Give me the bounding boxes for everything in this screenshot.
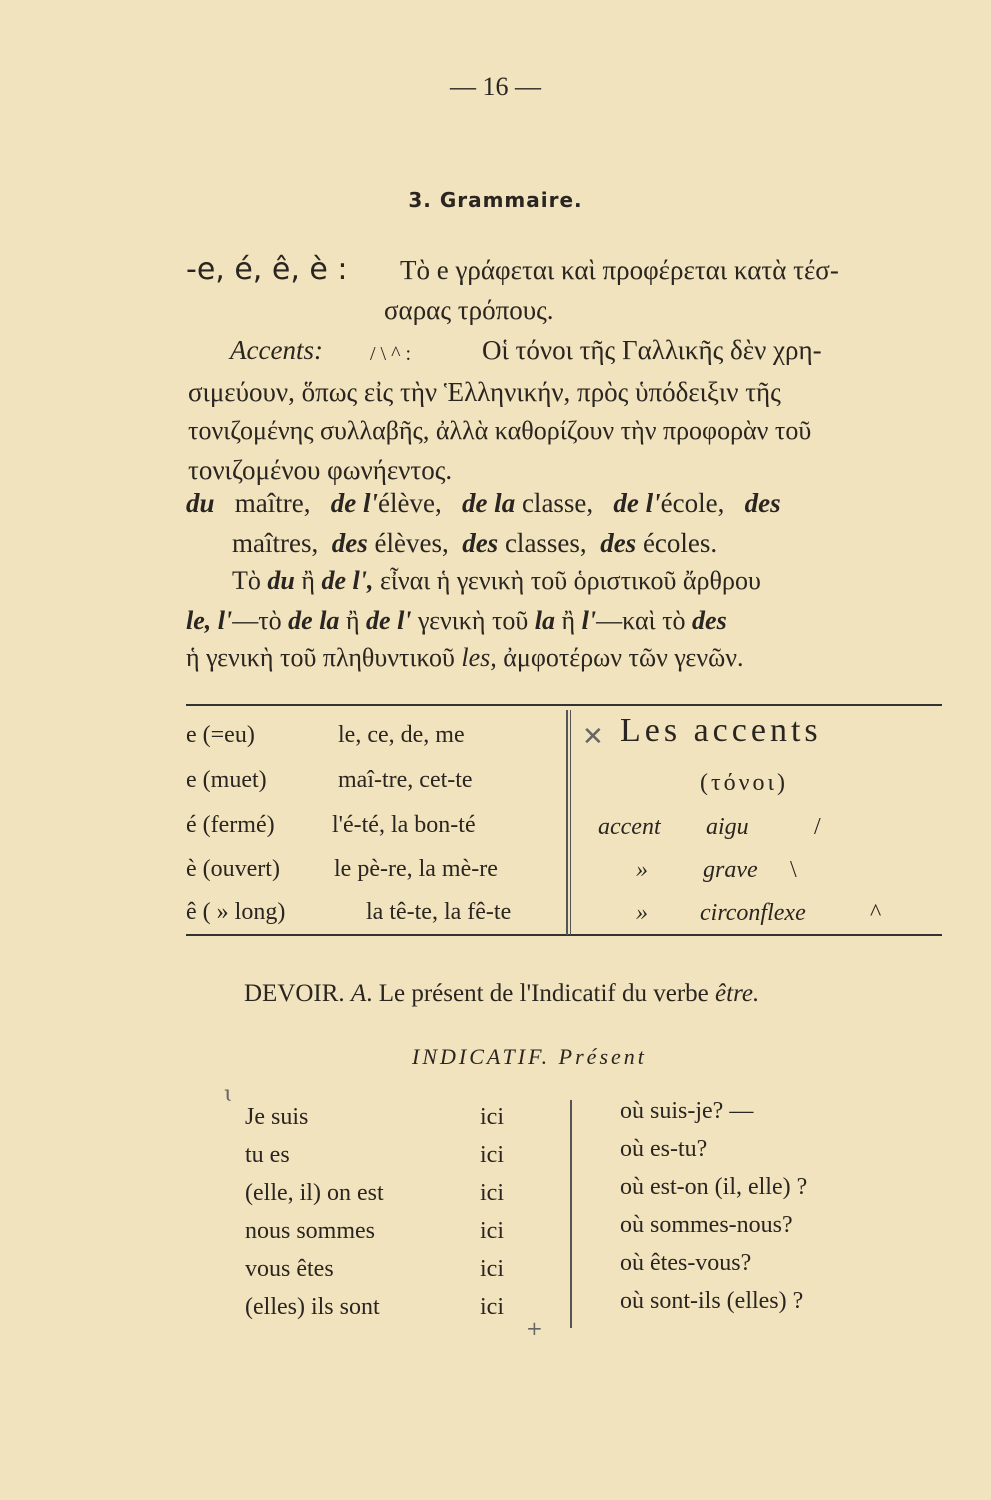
accents-line-2: σιμεύουν, ὅπως εἰς τὴν Ἑλληνικήν, πρὸς ὑπόδειξιν τῆς bbox=[188, 377, 781, 407]
accent-grave-symbol: \ bbox=[790, 857, 797, 883]
word-maitre: maître, bbox=[234, 488, 311, 518]
accent-circ-prefix: » bbox=[636, 900, 648, 926]
conj-subject-6: (elles) ils sont bbox=[245, 1294, 380, 1320]
accents-title: Les accents bbox=[620, 712, 822, 749]
vowel-examples-4: le pè-re, la mè-re bbox=[334, 856, 498, 882]
genitive-line-3 bbox=[186, 643, 743, 673]
conj-question-3: où est-on (il, elle) ? bbox=[620, 1174, 808, 1200]
accent-grave-prefix: » bbox=[636, 857, 648, 883]
genitive-text-b5: —καὶ τὸ bbox=[596, 606, 686, 635]
intro-label: -e, é, ê, è : bbox=[186, 252, 348, 287]
intro-line-2: σαρας τρόπους. bbox=[384, 295, 554, 325]
devoir-label: DEVOIR. bbox=[244, 980, 345, 1007]
vowel-examples-3: l'é-té, la bon-té bbox=[332, 812, 476, 838]
article-des-2: des bbox=[331, 528, 368, 558]
genitive-text-a1: Τὸ bbox=[232, 566, 261, 595]
article-du: du bbox=[186, 488, 215, 518]
article-de-l: de l' bbox=[330, 488, 378, 518]
genitive-l: l' bbox=[581, 606, 597, 635]
table-bottom-rule bbox=[186, 934, 942, 936]
accents-subtitle: (τόνοι) bbox=[700, 770, 788, 796]
table-top-rule bbox=[186, 704, 942, 706]
conj-subject-1: Je suis bbox=[245, 1104, 309, 1130]
conjugation-divider bbox=[570, 1100, 572, 1328]
word-eleves: élèves, bbox=[374, 528, 449, 558]
table-divider bbox=[566, 710, 568, 935]
genitive-les: les, bbox=[461, 643, 497, 672]
accents-line-4: τονιζομένου φωνήεντος. bbox=[188, 455, 453, 485]
devoir-verb: être. bbox=[715, 980, 760, 1007]
genitive-line-1 bbox=[232, 566, 761, 596]
accents-symbols: / \ ^ : bbox=[370, 343, 412, 365]
genitive-text-a3: εἶναι ἡ γενικὴ τοῦ ὁριστικοῦ ἄρθρου bbox=[379, 566, 761, 595]
accents-line-1: Οἱ τόνοι τῆς Γαλλικῆς δὲν χρη- bbox=[482, 335, 822, 365]
check-mark-icon: ✕ bbox=[582, 722, 604, 752]
accents-label: Accents: bbox=[230, 335, 323, 365]
section-title: 3. Grammaire. bbox=[408, 188, 583, 212]
table-divider-2 bbox=[570, 710, 571, 935]
genitive-text-b2: ἢ bbox=[345, 606, 360, 635]
conj-adverb-3: ici bbox=[480, 1180, 504, 1206]
conj-subject-5: vous êtes bbox=[245, 1256, 334, 1282]
conj-adverb-4: ici bbox=[480, 1218, 504, 1244]
genitive-text-b4: ἢ bbox=[561, 606, 576, 635]
conj-subject-3: (elle, il) on est bbox=[245, 1180, 384, 1206]
vowel-sound-4: è (ouvert) bbox=[186, 856, 280, 882]
article-des-1: des bbox=[744, 488, 781, 518]
conj-subject-4: nous sommes bbox=[245, 1218, 376, 1244]
genitive-text-c1: ἡ γενικὴ τοῦ πληθυντικοῦ bbox=[186, 643, 455, 672]
accent-grave-name: grave bbox=[703, 857, 758, 883]
genitive-de-l-2: de l' bbox=[366, 606, 412, 635]
vowel-examples-2: maî-tre, cet-te bbox=[338, 767, 473, 793]
devoir-line bbox=[244, 980, 759, 1008]
genitive-text-c2: ἀμφοτέρων τῶν γενῶν. bbox=[503, 643, 744, 672]
conj-adverb-5: ici bbox=[480, 1256, 504, 1282]
articles-line-2 bbox=[232, 528, 717, 559]
article-de-la: de la bbox=[461, 488, 516, 518]
genitive-de-l: de l', bbox=[321, 566, 374, 595]
genitive-des: des bbox=[692, 606, 727, 635]
word-maitres: maîtres, bbox=[232, 528, 319, 558]
articles-line-1 bbox=[186, 488, 781, 519]
accents-line-3: τονιζομένης συλλαβῆς, ἀλλὰ καθορίζουν τὴν προφορὰν τοῦ bbox=[188, 416, 812, 445]
word-ecoles: écoles. bbox=[642, 528, 718, 558]
conj-question-5: où êtes-vous? bbox=[620, 1250, 752, 1276]
word-classes: classes, bbox=[504, 528, 587, 558]
devoir-text: . Le présent de l'Indicatif du verbe bbox=[366, 980, 709, 1007]
conj-question-4: où sommes-nous? bbox=[620, 1212, 793, 1238]
word-ecole: école, bbox=[660, 488, 725, 518]
word-classe: classe, bbox=[521, 488, 594, 518]
conj-question-1: où suis-je? — bbox=[620, 1098, 754, 1124]
genitive-text-b1: —τὸ bbox=[232, 606, 282, 635]
vowel-examples-5: la tê-te, la fê-te bbox=[366, 899, 512, 925]
page-number: — 16 — bbox=[450, 72, 541, 101]
genitive-la: la bbox=[534, 606, 556, 635]
genitive-text-b3: γενικὴ τοῦ bbox=[418, 606, 529, 635]
vowel-examples-1: le, ce, de, me bbox=[338, 722, 465, 748]
article-des-3: des bbox=[462, 528, 499, 558]
vowel-sound-3: é (fermé) bbox=[186, 812, 275, 838]
genitive-du: du bbox=[267, 566, 295, 595]
genitive-de-la: de la bbox=[288, 606, 340, 635]
vowel-sound-5: ê ( » long) bbox=[186, 899, 286, 925]
accent-circ-symbol: ^ bbox=[870, 900, 882, 926]
word-eleve: élève, bbox=[378, 488, 442, 518]
intro-line-1: Τὸ e γράφεται καὶ προφέρεται κατὰ τέσ- bbox=[400, 255, 839, 285]
article-des-4: des bbox=[600, 528, 637, 558]
vowel-sound-1: e (=eu) bbox=[186, 722, 255, 748]
cross-mark-icon: + bbox=[526, 1316, 543, 1340]
margin-mark-icon: ɩ bbox=[224, 1082, 233, 1107]
vowel-sound-2: e (muet) bbox=[186, 767, 267, 793]
indicatif-heading: INDICATIF. Présent bbox=[412, 1044, 647, 1069]
genitive-line-2 bbox=[186, 606, 727, 636]
article-de-l-2: de l' bbox=[613, 488, 661, 518]
devoir-letter: A bbox=[350, 980, 367, 1007]
conj-question-2: où es-tu? bbox=[620, 1136, 708, 1162]
genitive-le: le, l' bbox=[186, 606, 233, 635]
conj-subject-2: tu es bbox=[245, 1142, 290, 1168]
accent-aigu-prefix: accent bbox=[598, 814, 661, 840]
accent-circ-name: circonflexe bbox=[700, 900, 806, 926]
conj-adverb-1: ici bbox=[480, 1104, 504, 1130]
accent-aigu-name: aigu bbox=[706, 814, 749, 840]
conj-adverb-6: ici bbox=[480, 1294, 504, 1320]
accent-aigu-symbol: / bbox=[814, 814, 821, 840]
conj-adverb-2: ici bbox=[480, 1142, 504, 1168]
genitive-text-a2: ἢ bbox=[301, 566, 315, 595]
conj-question-6: où sont-ils (elles) ? bbox=[620, 1288, 804, 1314]
